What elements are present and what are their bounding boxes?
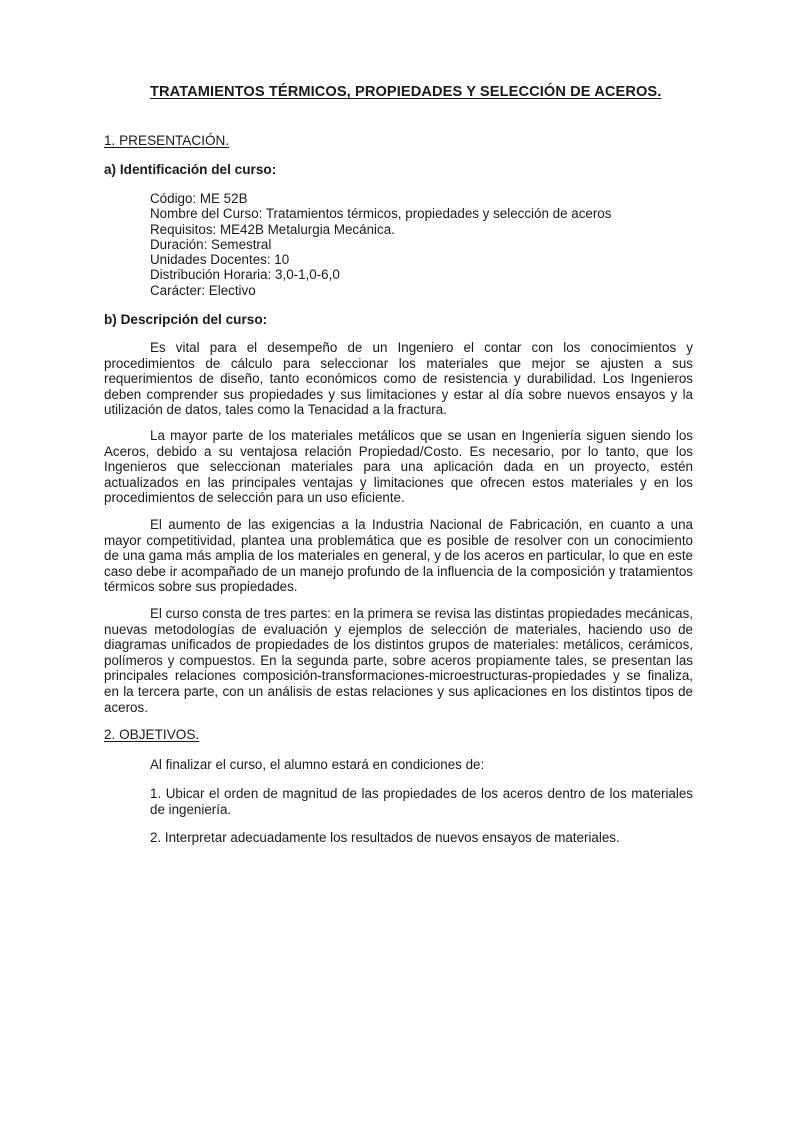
description-paragraph: El aumento de las exigencias a la Industria Nacional de Fabricación, en cuanto a una mayor competitividad, plantea una problemática que es posible de resolver con un conocimiento de una gama más amplia de los materiales en general, y de los aceros en particular, lo que en este caso debe ir acompañado de un manejo profundo de la influencia de la composición y tratamientos térmicos sobre sus propiedades.: [104, 517, 693, 595]
objective-item: 2. Interpretar adecuadamente los resultados de nuevos ensayos de materiales.: [150, 830, 620, 845]
objective-item: 1. Ubicar el orden de magnitud de las propiedades de los aceros dentro de los materiales de ingeniería.: [150, 786, 693, 817]
course-name: Nombre del Curso: Tratamientos térmicos, propiedades y selección de aceros: [150, 206, 612, 222]
course-hours: Distribución Horaria: 3,0-1,0-6,0: [150, 267, 340, 283]
description-paragraph: El curso consta de tres partes: en la primera se revisa las distintas propiedades mecánicas, nuevas metodologías de evaluación y ejemplos de selección de materiales, haciendo uso de diagramas unificados de propiedades de los distintos grupos de materiales: metálicos, cerámicos, polímeros y compuestos. En la segunda parte, sobre aceros propiamente tales, se presentan las principales relaciones composición-transformaciones-microestructuras-propiedades y se finaliza, en la tercera parte, con un análisis de estas relaciones y sus aplicaciones en los distintos tipos de aceros.: [104, 606, 693, 715]
objectives-intro: Al finalizar el curso, el alumno estará en condiciones de:: [150, 757, 485, 772]
sub-heading-descripcion: b) Descripción del curso:: [104, 312, 268, 327]
document-title: TRATAMIENTOS TÉRMICOS, PROPIEDADES Y SELECCIÓN DE ACEROS.: [150, 84, 662, 100]
course-requirements: Requisitos: ME42B Metalurgia Mecánica.: [150, 221, 395, 237]
description-paragraph: Es vital para el desempeño de un Ingeniero el contar con los conocimientos y procedimientos de cálculo para seleccionar los materiales que mejor se ajusten a sus requerimientos de diseño, tanto económicos como de resistencia y durabilidad. Los Ingenieros deben comprender sus propiedades y sus limitaciones y estar al día sobre nuevos ensayos y la utilización de datos, tales como la Tenacidad a la fractura.: [104, 340, 693, 418]
course-duration: Duración: Semestral: [150, 236, 272, 252]
course-identification-list: [150, 191, 611, 298]
sub-heading-identificacion: a) Identificación del curso:: [104, 162, 277, 177]
section-heading-presentacion: 1. PRESENTACIÓN.: [104, 133, 230, 148]
course-code: Código: ME 52B: [150, 191, 248, 206]
section-heading-objetivos: 2. OBJETIVOS.: [104, 727, 200, 742]
description-paragraph: La mayor parte de los materiales metálicos que se usan en Ingeniería siguen siendo los Aceros, debido a su ventajosa relación Propiedad/Costo. Es necesario, por lo tanto, que los Ingenieros que seleccionan materiales para una aplicación dada en un proyecto, estén actualizados en las principales ventajas y limitaciones que ofrecen estos materiales y en los procedimientos de selección para un uso eficiente.: [104, 428, 693, 506]
course-units: Unidades Docentes: 10: [150, 252, 290, 268]
course-character: Carácter: Electivo: [150, 282, 256, 298]
